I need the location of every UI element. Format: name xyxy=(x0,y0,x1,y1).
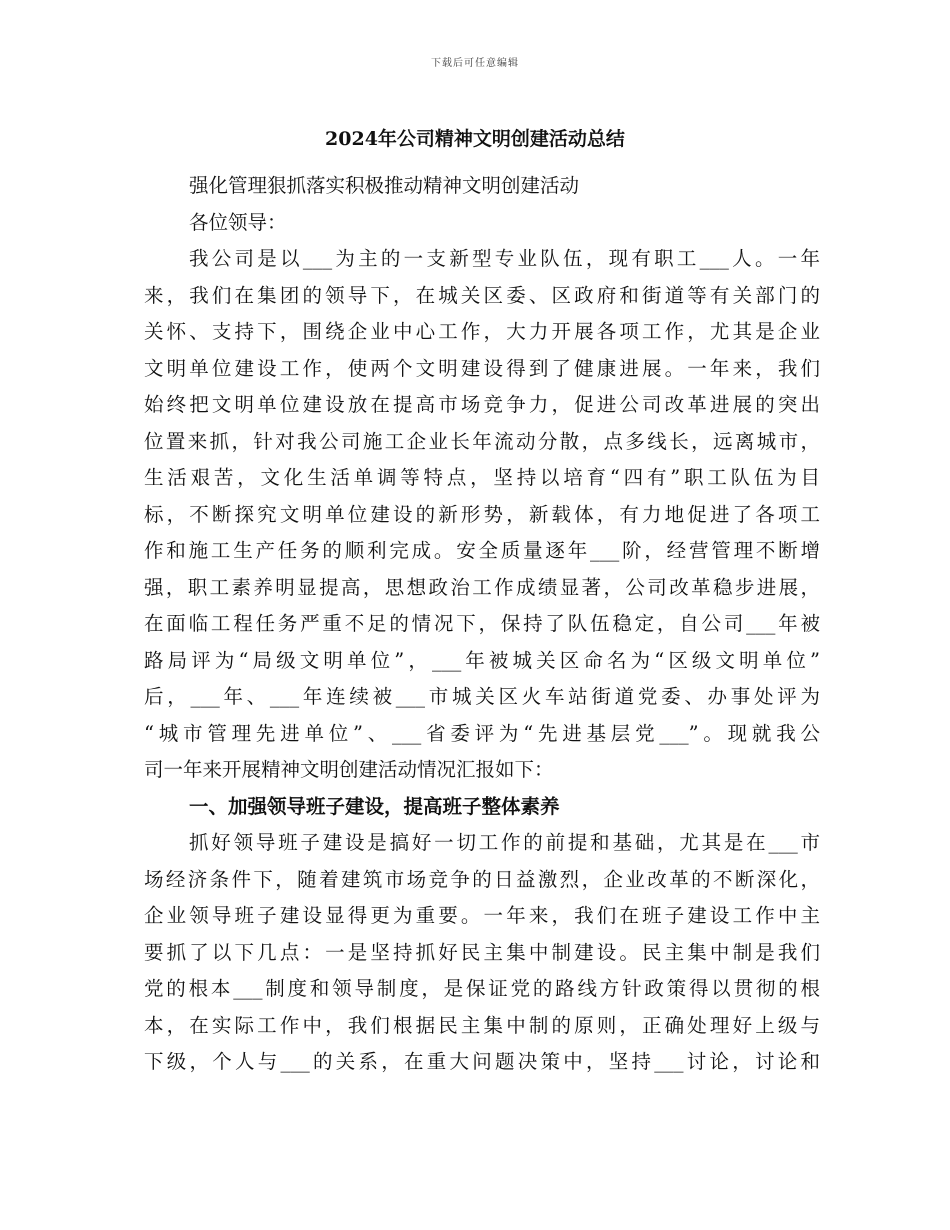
paragraph-line: “城市管理先进单位”、___省委评为“先进基层党___”。现就我公 xyxy=(144,721,820,745)
header-note: 下载后可任意编辑 xyxy=(431,58,519,69)
document-title: 2024年公司精神文明创建活动总结 xyxy=(325,128,625,150)
section-paragraph-line: 抓好领导班子建设是搞好一切工作的前提和基础，尤其是在___市 xyxy=(189,831,820,854)
paragraph-line: 在面临工程任务严重不足的情况下，保持了队伍稳定，自公司___年被 xyxy=(144,612,820,635)
paragraph-line: 生活艰苦，文化生活单调等特点，坚持以培育“四有”职工队伍为目 xyxy=(144,466,820,489)
paragraph-line: 始终把文明单位建设放在提高市场竞争力，促进公司改革进展的突出 xyxy=(144,393,820,416)
paragraph-line: 关怀、支持下，围绕企业中心工作，大力开展各项工作，尤其是企业 xyxy=(144,320,820,343)
salutation: 各位领导： xyxy=(189,210,287,234)
paragraph-line: 文明单位建设工作，使两个文明建设得到了健康进展。一年来，我们 xyxy=(144,356,820,380)
paragraph-line: 作和施工生产任务的顺利完成。安全质量逐年___阶，经营管理不断增 xyxy=(144,539,820,562)
section-paragraph-line: 本，在实际工作中，我们根据民主集中制的原则，正确处理好上级与 xyxy=(144,1013,820,1037)
paragraph-line: 标，不断探究文明单位建设的新形势，新载体，有力地促进了各项工 xyxy=(144,502,820,526)
paragraph-line: 路局评为“局级文明单位”，___年被城关区命名为“区级文明单位” xyxy=(144,648,820,672)
paragraph-line: 来，我们在集团的领导下，在城关区委、区政府和街道等有关部门的 xyxy=(144,283,820,307)
paragraph-line: 强，职工素养明显提高，思想政治工作成绩显著，公司改革稳步进展， xyxy=(144,575,820,599)
subtitle: 强化管理狠抓落实积极推动精神文明创建活动 xyxy=(189,174,580,197)
paragraph-line: 我公司是以___为主的一支新型专业队伍，现有职工___人。一年 xyxy=(189,247,820,270)
section-paragraph-line: 党的根本___制度和领导制度，是保证党的路线方针政策得以贯彻的根 xyxy=(144,977,820,1000)
paragraph-line: 位置来抓，针对我公司施工企业长年流动分散，点多线长，远离城市， xyxy=(144,429,820,453)
section-paragraph-line: 下级，个人与___的关系，在重大问题决策中，坚持___讨论，讨论和 xyxy=(144,1050,820,1073)
paragraph-line: 后，___年、___年连续被___市城关区火车站街道党委、办事处评为 xyxy=(144,685,820,708)
section-paragraph-line: 企业领导班子建设显得更为重要。一年来，我们在班子建设工作中主 xyxy=(144,904,820,927)
document-body xyxy=(144,168,820,1081)
section-paragraph-line: 场经济条件下，随着建筑市场竞争的日益激烈，企业改革的不断深化， xyxy=(144,867,820,891)
paragraph-line: 司一年来开展精神文明创建活动情况汇报如下： xyxy=(144,758,554,781)
section-paragraph-line: 要抓了以下几点：一是坚持抓好民主集中制建设。民主集中制是我们 xyxy=(144,940,820,964)
section-heading: 一、加强领导班子建设，提高班子整体素养 xyxy=(189,794,560,818)
